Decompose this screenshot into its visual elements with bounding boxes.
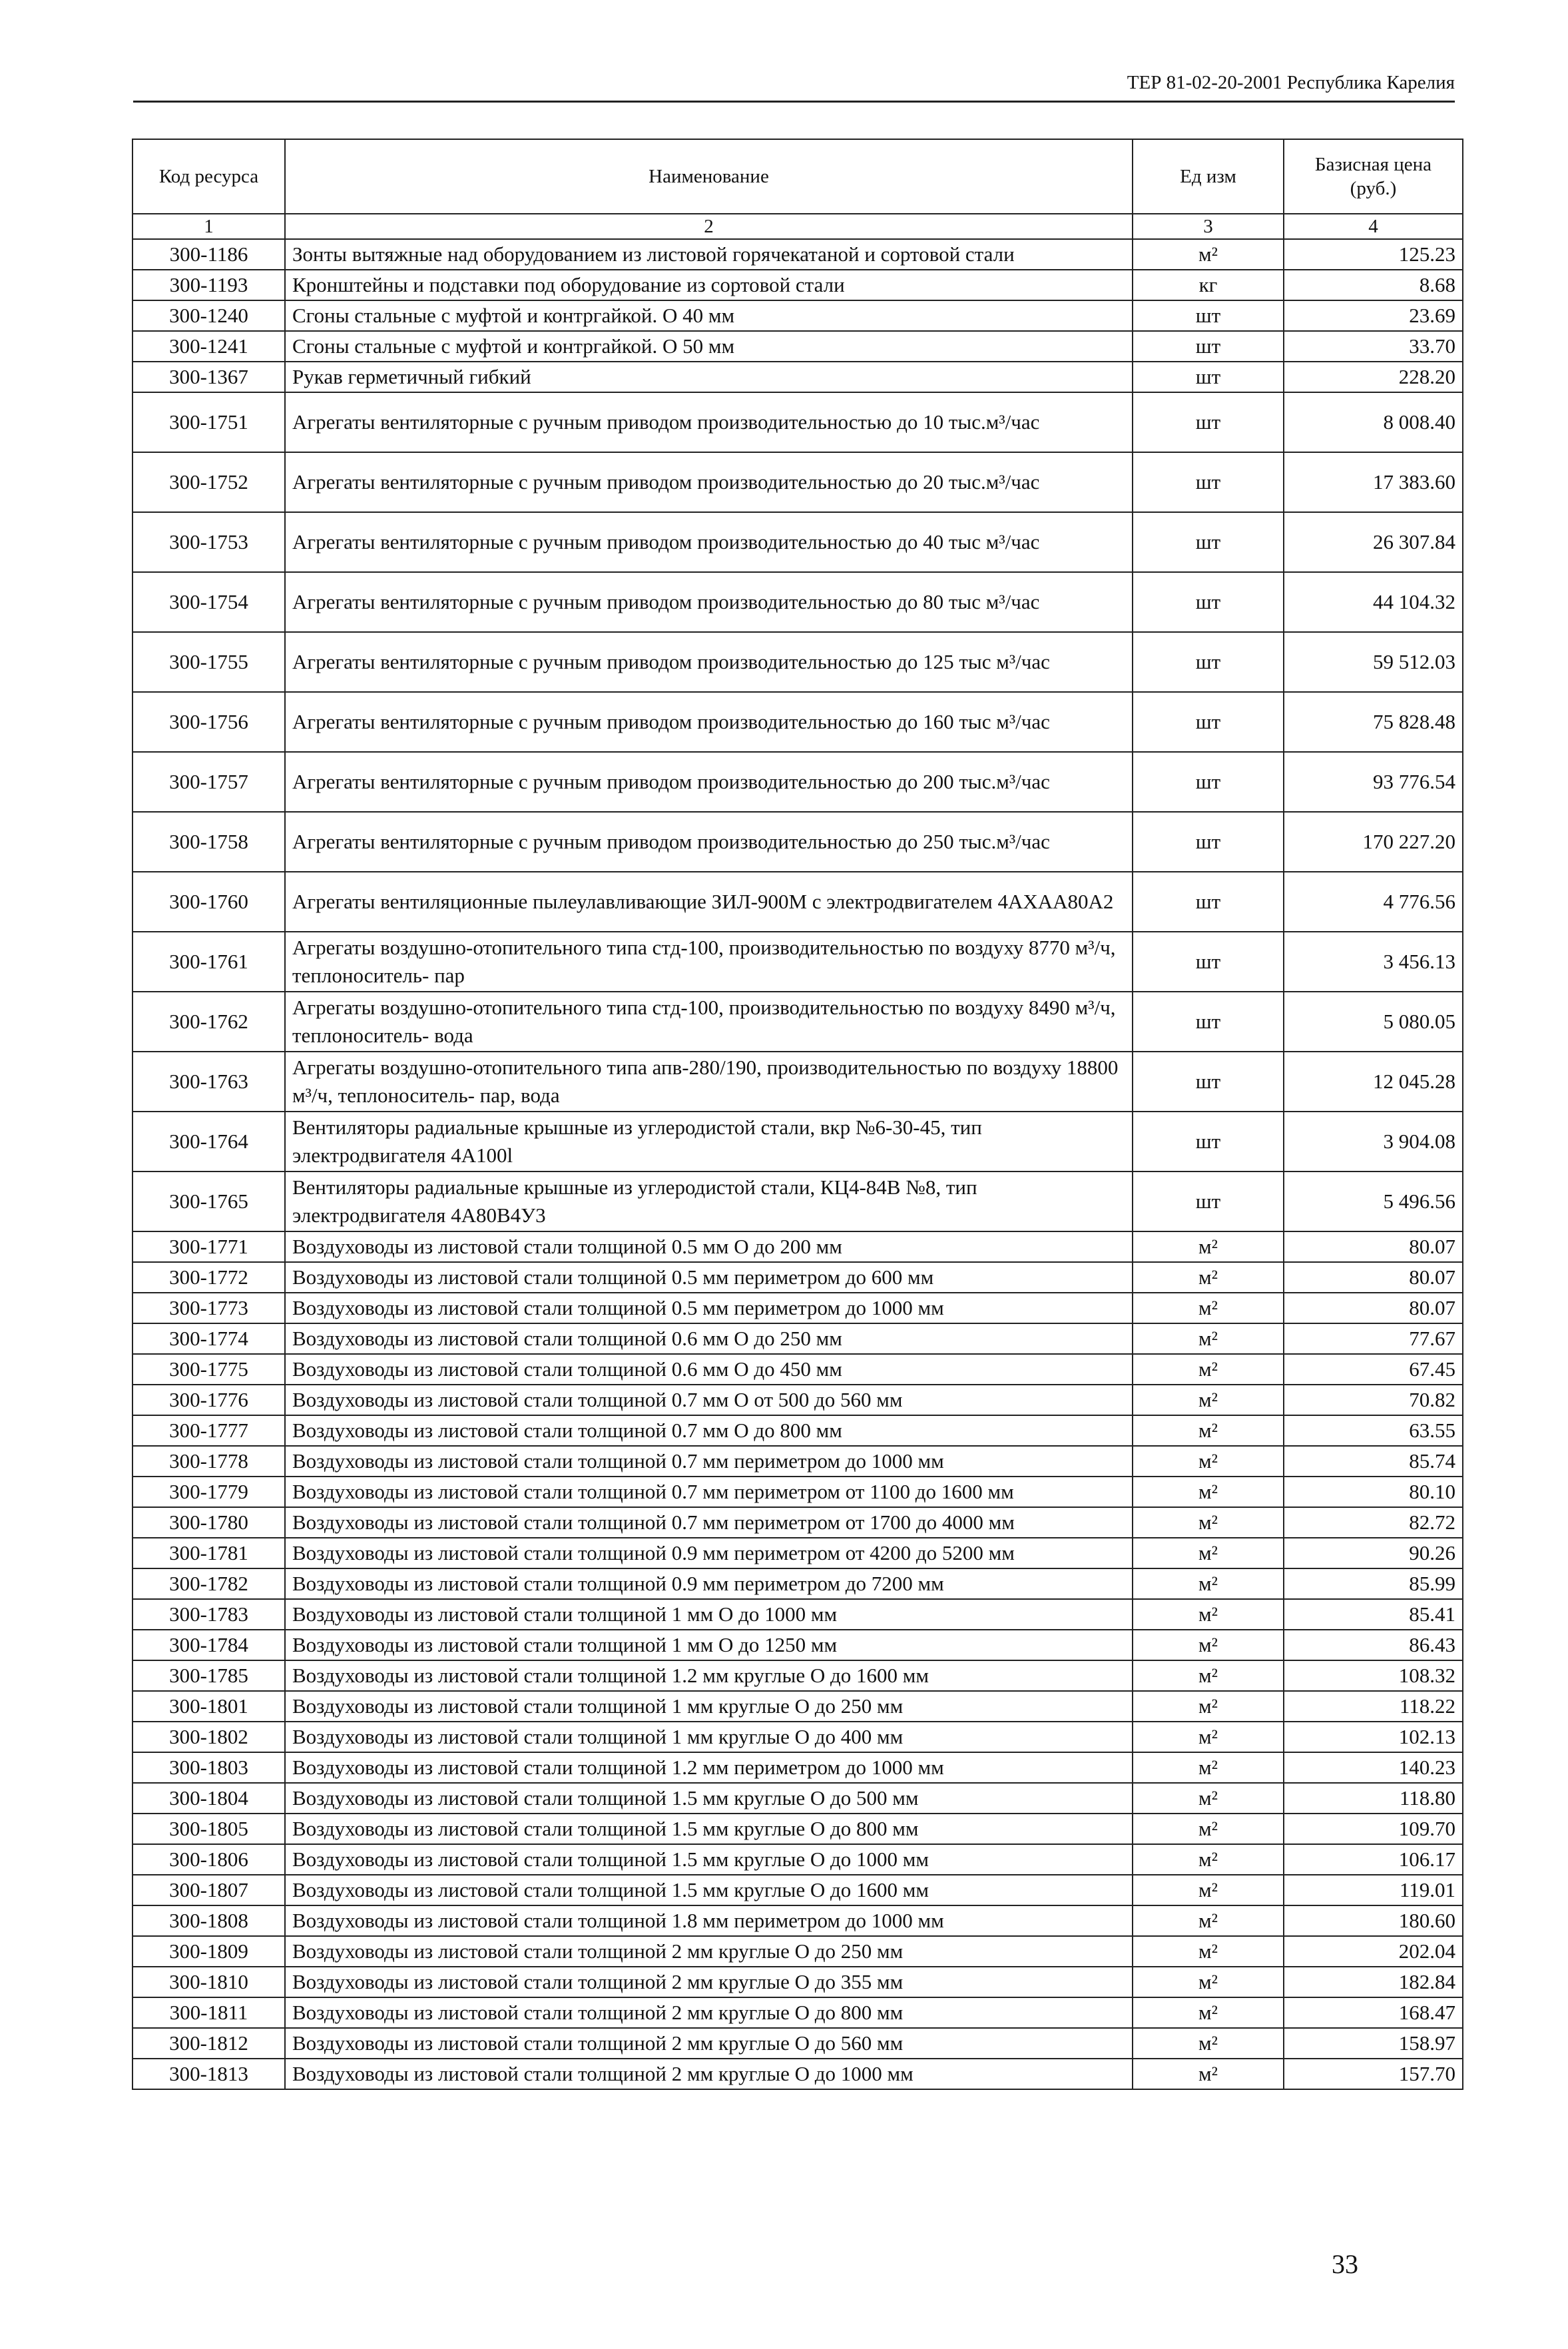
table-row — [132, 812, 1463, 872]
price-cell: 8.68 — [1284, 270, 1463, 300]
page-header — [133, 72, 1455, 103]
unit-cell: шт — [1133, 812, 1284, 872]
price-cell: 93 776.54 — [1284, 752, 1463, 812]
resource-name-cell: Воздуховоды из листовой стали толщиной 1 мм О до 1000 мм — [285, 1599, 1133, 1630]
resource-code-cell: 300-1757 — [132, 752, 285, 812]
resource-name-cell: Агрегаты воздушно-отопительного типа апв-280/190, производительностью по воздуху 18800 м³/ч, теплоноситель- пар, вода — [285, 1052, 1133, 1112]
unit-cell: м² — [1133, 239, 1284, 270]
price-cell: 102.13 — [1284, 1722, 1463, 1752]
unit-cell: м² — [1133, 1967, 1284, 1997]
resource-name-cell: Сгоны стальные с муфтой и контргайкой. О 50 мм — [285, 331, 1133, 362]
table-row — [132, 692, 1463, 752]
resource-code-cell: 300-1753 — [132, 512, 285, 572]
table-row — [132, 1568, 1463, 1599]
table-row — [132, 1262, 1463, 1293]
resource-name-cell: Воздуховоды из листовой стали толщиной 1.2 мм периметром до 1000 мм — [285, 1752, 1133, 1783]
table-row — [132, 632, 1463, 692]
resource-name-cell: Агрегаты вентиляторные с ручным приводом производительностью до 200 тыс.м³/час — [285, 752, 1133, 812]
unit-cell: м² — [1133, 1415, 1284, 1446]
resource-name-cell: Вентиляторы радиальные крышные из углеродистой стали, вкр №6-30-45, тип электродвигателя 4А100l — [285, 1112, 1133, 1172]
unit-cell: шт — [1133, 331, 1284, 362]
unit-cell: м² — [1133, 1477, 1284, 1507]
resource-code-cell: 300-1778 — [132, 1446, 285, 1477]
table-row — [132, 1599, 1463, 1630]
resource-code-cell: 300-1240 — [132, 300, 285, 331]
price-cell: 82.72 — [1284, 1507, 1463, 1538]
table-row — [132, 1997, 1463, 2028]
unit-cell: м² — [1133, 1446, 1284, 1477]
table-row — [132, 1875, 1463, 1905]
price-cell: 158.97 — [1284, 2028, 1463, 2059]
resource-code-cell: 300-1774 — [132, 1323, 285, 1354]
price-cell: 168.47 — [1284, 1997, 1463, 2028]
price-cell: 118.80 — [1284, 1783, 1463, 1814]
unit-cell: м² — [1133, 1354, 1284, 1385]
table-row — [132, 331, 1463, 362]
column-number: 1 — [132, 214, 285, 239]
resource-name-cell: Воздуховоды из листовой стали толщиной 1.8 мм периметром до 1000 мм — [285, 1905, 1133, 1936]
resource-name-cell: Вентиляторы радиальные крышные из углеродистой стали, КЦ4-84В №8, тип электродвигателя 4А80В4У3 — [285, 1172, 1133, 1231]
resource-name-cell: Воздуховоды из листовой стали толщиной 0.5 мм периметром до 1000 мм — [285, 1293, 1133, 1323]
resource-code-cell: 300-1802 — [132, 1722, 285, 1752]
table-row — [132, 932, 1463, 992]
resource-name-cell: Воздуховоды из листовой стали толщиной 1.5 мм круглые О до 500 мм — [285, 1783, 1133, 1814]
header-price: Базисная цена (руб.) — [1284, 139, 1463, 214]
resource-code-cell: 300-1808 — [132, 1905, 285, 1936]
unit-cell: шт — [1133, 452, 1284, 512]
price-cell: 70.82 — [1284, 1385, 1463, 1415]
unit-cell: м² — [1133, 1293, 1284, 1323]
resource-name-cell: Агрегаты вентиляторные с ручным приводом производительностью до 250 тыс.м³/час — [285, 812, 1133, 872]
price-cell: 3 904.08 — [1284, 1112, 1463, 1172]
resource-code-cell: 300-1812 — [132, 2028, 285, 2059]
table-row — [132, 2059, 1463, 2089]
resource-name-cell: Воздуховоды из листовой стали толщиной 1 мм круглые О до 250 мм — [285, 1691, 1133, 1722]
resource-code-cell: 300-1762 — [132, 992, 285, 1052]
unit-cell: шт — [1133, 632, 1284, 692]
price-cell: 77.67 — [1284, 1323, 1463, 1354]
unit-cell: м² — [1133, 1660, 1284, 1691]
resource-name-cell: Воздуховоды из листовой стали толщиной 0.9 мм периметром до 7200 мм — [285, 1568, 1133, 1599]
resource-code-cell: 300-1813 — [132, 2059, 285, 2089]
resource-name-cell: Агрегаты вентиляторные с ручным приводом производительностью до 160 тыс м³/час — [285, 692, 1133, 752]
table-row — [132, 1293, 1463, 1323]
resource-name-cell: Воздуховоды из листовой стали толщиной 0.7 мм периметром до 1000 мм — [285, 1446, 1133, 1477]
unit-cell: м² — [1133, 1997, 1284, 2028]
resource-name-cell: Воздуховоды из листовой стали толщиной 0.7 мм О до 800 мм — [285, 1415, 1133, 1446]
table-row — [132, 1446, 1463, 1477]
unit-cell: м² — [1133, 1538, 1284, 1568]
column-number: 3 — [1133, 214, 1284, 239]
unit-cell: м² — [1133, 1875, 1284, 1905]
resource-code-cell: 300-1751 — [132, 392, 285, 452]
table-row — [132, 1231, 1463, 1262]
resource-code-cell: 300-1784 — [132, 1630, 285, 1660]
table-row — [132, 1905, 1463, 1936]
unit-cell: шт — [1133, 362, 1284, 392]
resource-name-cell: Сгоны стальные с муфтой и контргайкой. О 40 мм — [285, 300, 1133, 331]
price-cell: 5 080.05 — [1284, 992, 1463, 1052]
unit-cell: м² — [1133, 1568, 1284, 1599]
resource-name-cell: Агрегаты вентиляционные пылеулавливающие ЗИЛ-900М с электродвигателем 4АХАА80А2 — [285, 872, 1133, 932]
table-row — [132, 872, 1463, 932]
price-cell: 106.17 — [1284, 1844, 1463, 1875]
table-row — [132, 1722, 1463, 1752]
resource-code-cell: 300-1783 — [132, 1599, 285, 1630]
table-row — [132, 1967, 1463, 1997]
table-row — [132, 1354, 1463, 1385]
price-cell: 80.07 — [1284, 1293, 1463, 1323]
resource-name-cell: Воздуховоды из листовой стали толщиной 1.5 мм круглые О до 1000 мм — [285, 1844, 1133, 1875]
price-cell: 5 496.56 — [1284, 1172, 1463, 1231]
price-cell: 108.32 — [1284, 1660, 1463, 1691]
resource-code-cell: 300-1758 — [132, 812, 285, 872]
price-cell: 33.70 — [1284, 331, 1463, 362]
unit-cell: м² — [1133, 2059, 1284, 2089]
price-cell: 75 828.48 — [1284, 692, 1463, 752]
resource-code-cell: 300-1755 — [132, 632, 285, 692]
resource-code-cell: 300-1763 — [132, 1052, 285, 1112]
resource-code-cell: 300-1775 — [132, 1354, 285, 1385]
unit-cell: шт — [1133, 872, 1284, 932]
price-cell: 157.70 — [1284, 2059, 1463, 2089]
resource-code-cell: 300-1804 — [132, 1783, 285, 1814]
price-cell: 80.07 — [1284, 1262, 1463, 1293]
price-cell: 182.84 — [1284, 1967, 1463, 1997]
unit-cell: м² — [1133, 1691, 1284, 1722]
table-row — [132, 1112, 1463, 1172]
resource-name-cell: Воздуховоды из листовой стали толщиной 0.7 мм периметром от 1100 до 1600 мм — [285, 1477, 1133, 1507]
unit-cell: м² — [1133, 1752, 1284, 1783]
price-cell: 80.07 — [1284, 1231, 1463, 1262]
table-row — [132, 1752, 1463, 1783]
table-row — [132, 752, 1463, 812]
price-cell: 90.26 — [1284, 1538, 1463, 1568]
table-row — [132, 362, 1463, 392]
resource-name-cell: Агрегаты вентиляторные с ручным приводом производительностью до 80 тыс м³/час — [285, 572, 1133, 632]
table-row — [132, 512, 1463, 572]
unit-cell: шт — [1133, 932, 1284, 992]
resource-code-cell: 300-1782 — [132, 1568, 285, 1599]
unit-cell: м² — [1133, 1844, 1284, 1875]
resource-code-cell: 300-1241 — [132, 331, 285, 362]
table-row — [132, 1936, 1463, 1967]
resource-price-table — [132, 139, 1463, 2090]
table-row — [132, 1660, 1463, 1691]
resource-code-cell: 300-1811 — [132, 1997, 285, 2028]
table-header-row — [132, 139, 1463, 214]
price-cell: 26 307.84 — [1284, 512, 1463, 572]
table-row — [132, 1783, 1463, 1814]
table-row — [132, 1691, 1463, 1722]
table-row — [132, 1477, 1463, 1507]
column-number: 4 — [1284, 214, 1463, 239]
column-number-row — [132, 214, 1463, 239]
price-cell: 59 512.03 — [1284, 632, 1463, 692]
table-row — [132, 1052, 1463, 1112]
resource-name-cell: Рукав герметичный гибкий — [285, 362, 1133, 392]
unit-cell: м² — [1133, 1936, 1284, 1967]
unit-cell: шт — [1133, 572, 1284, 632]
unit-cell: м² — [1133, 1262, 1284, 1293]
table-row — [132, 1172, 1463, 1231]
column-number: 2 — [285, 214, 1133, 239]
table-row — [132, 1415, 1463, 1446]
price-cell: 109.70 — [1284, 1814, 1463, 1844]
resource-code-cell: 300-1810 — [132, 1967, 285, 1997]
resource-code-cell: 300-1193 — [132, 270, 285, 300]
page-number: 33 — [1332, 2249, 1358, 2279]
resource-name-cell: Агрегаты воздушно-отопительного типа стд-100, производительностью по воздуху 8770 м³/ч, теплоноситель- пар — [285, 932, 1133, 992]
header-unit: Ед изм — [1133, 139, 1284, 214]
table-row — [132, 270, 1463, 300]
price-cell: 44 104.32 — [1284, 572, 1463, 632]
resource-code-cell: 300-1785 — [132, 1660, 285, 1691]
resource-code-cell: 300-1760 — [132, 872, 285, 932]
table-body — [132, 239, 1463, 2089]
resource-code-cell: 300-1752 — [132, 452, 285, 512]
resource-code-cell: 300-1771 — [132, 1231, 285, 1262]
unit-cell: м² — [1133, 1905, 1284, 1936]
header-name: Наименование — [285, 139, 1133, 214]
table-row — [132, 1814, 1463, 1844]
price-cell: 63.55 — [1284, 1415, 1463, 1446]
resource-name-cell: Воздуховоды из листовой стали толщиной 1 мм круглые О до 400 мм — [285, 1722, 1133, 1752]
resource-code-cell: 300-1803 — [132, 1752, 285, 1783]
resource-code-cell: 300-1764 — [132, 1112, 285, 1172]
header-code: Код ресурса — [132, 139, 285, 214]
resource-name-cell: Агрегаты вентиляторные с ручным приводом производительностью до 125 тыс м³/час — [285, 632, 1133, 692]
price-cell: 118.22 — [1284, 1691, 1463, 1722]
unit-cell: шт — [1133, 752, 1284, 812]
table-row — [132, 572, 1463, 632]
resource-code-cell: 300-1756 — [132, 692, 285, 752]
resource-name-cell: Воздуховоды из листовой стали толщиной 2 мм круглые О до 250 мм — [285, 1936, 1133, 1967]
price-cell: 170 227.20 — [1284, 812, 1463, 872]
table-row — [132, 392, 1463, 452]
price-cell: 85.74 — [1284, 1446, 1463, 1477]
resource-name-cell: Агрегаты вентиляторные с ручным приводом производительностью до 20 тыс.м³/час — [285, 452, 1133, 512]
resource-name-cell: Воздуховоды из листовой стали толщиной 0.6 мм О до 250 мм — [285, 1323, 1133, 1354]
table-row — [132, 300, 1463, 331]
price-cell: 180.60 — [1284, 1905, 1463, 1936]
unit-cell: м² — [1133, 1783, 1284, 1814]
table-row — [132, 2028, 1463, 2059]
price-cell: 67.45 — [1284, 1354, 1463, 1385]
resource-code-cell: 300-1777 — [132, 1415, 285, 1446]
table-row — [132, 1630, 1463, 1660]
unit-cell: м² — [1133, 1231, 1284, 1262]
resource-name-cell: Воздуховоды из листовой стали толщиной 2 мм круглые О до 1000 мм — [285, 2059, 1133, 2089]
table-row — [132, 1538, 1463, 1568]
resource-name-cell: Воздуховоды из листовой стали толщиной 0.5 мм О до 200 мм — [285, 1231, 1133, 1262]
table-row — [132, 1507, 1463, 1538]
resource-name-cell: Воздуховоды из листовой стали толщиной 2 мм круглые О до 355 мм — [285, 1967, 1133, 1997]
unit-cell: м² — [1133, 1599, 1284, 1630]
table-row — [132, 1323, 1463, 1354]
resource-code-cell: 300-1754 — [132, 572, 285, 632]
price-cell: 80.10 — [1284, 1477, 1463, 1507]
price-cell: 12 045.28 — [1284, 1052, 1463, 1112]
resource-name-cell: Воздуховоды из листовой стали толщиной 2 мм круглые О до 800 мм — [285, 1997, 1133, 2028]
price-cell: 8 008.40 — [1284, 392, 1463, 452]
price-cell: 85.99 — [1284, 1568, 1463, 1599]
resource-code-cell: 300-1781 — [132, 1538, 285, 1568]
unit-cell: шт — [1133, 692, 1284, 752]
unit-cell: м² — [1133, 2028, 1284, 2059]
resource-code-cell: 300-1779 — [132, 1477, 285, 1507]
resource-code-cell: 300-1773 — [132, 1293, 285, 1323]
unit-cell: шт — [1133, 1052, 1284, 1112]
document-title: ТЕР 81-02-20-2001 Республика Карелия — [1127, 72, 1455, 93]
price-cell: 202.04 — [1284, 1936, 1463, 1967]
resource-name-cell: Агрегаты воздушно-отопительного типа стд-100, производительностью по воздуху 8490 м³/ч, теплоноситель- вода — [285, 992, 1133, 1052]
price-cell: 3 456.13 — [1284, 932, 1463, 992]
resource-code-cell: 300-1367 — [132, 362, 285, 392]
resource-name-cell: Воздуховоды из листовой стали толщиной 0.6 мм О до 450 мм — [285, 1354, 1133, 1385]
resource-name-cell: Воздуховоды из листовой стали толщиной 0.9 мм периметром от 4200 до 5200 мм — [285, 1538, 1133, 1568]
resource-code-cell: 300-1776 — [132, 1385, 285, 1415]
resource-code-cell: 300-1807 — [132, 1875, 285, 1905]
resource-code-cell: 300-1806 — [132, 1844, 285, 1875]
price-cell: 140.23 — [1284, 1752, 1463, 1783]
table-row — [132, 992, 1463, 1052]
unit-cell: шт — [1133, 392, 1284, 452]
price-cell: 125.23 — [1284, 239, 1463, 270]
unit-cell: шт — [1133, 992, 1284, 1052]
resource-name-cell: Кронштейны и подставки под оборудование из сортовой стали — [285, 270, 1133, 300]
unit-cell: м² — [1133, 1385, 1284, 1415]
resource-name-cell: Воздуховоды из листовой стали толщиной 0.7 мм О от 500 до 560 мм — [285, 1385, 1133, 1415]
resource-name-cell: Агрегаты вентиляторные с ручным приводом производительностью до 10 тыс.м³/час — [285, 392, 1133, 452]
resource-name-cell: Воздуховоды из листовой стали толщиной 2 мм круглые О до 560 мм — [285, 2028, 1133, 2059]
resource-code-cell: 300-1780 — [132, 1507, 285, 1538]
unit-cell: м² — [1133, 1814, 1284, 1844]
resource-name-cell: Воздуховоды из листовой стали толщиной 0.5 мм периметром до 600 мм — [285, 1262, 1133, 1293]
price-cell: 17 383.60 — [1284, 452, 1463, 512]
resource-code-cell: 300-1809 — [132, 1936, 285, 1967]
unit-cell: м² — [1133, 1507, 1284, 1538]
resource-name-cell: Воздуховоды из листовой стали толщиной 1.5 мм круглые О до 1600 мм — [285, 1875, 1133, 1905]
resource-name-cell: Воздуховоды из листовой стали толщиной 1 мм О до 1250 мм — [285, 1630, 1133, 1660]
table-row — [132, 1844, 1463, 1875]
price-cell: 86.43 — [1284, 1630, 1463, 1660]
price-cell: 228.20 — [1284, 362, 1463, 392]
resource-name-cell: Агрегаты вентиляторные с ручным приводом производительностью до 40 тыс м³/час — [285, 512, 1133, 572]
resource-name-cell: Воздуховоды из листовой стали толщиной 1.5 мм круглые О до 800 мм — [285, 1814, 1133, 1844]
price-cell: 119.01 — [1284, 1875, 1463, 1905]
unit-cell: шт — [1133, 300, 1284, 331]
price-cell: 4 776.56 — [1284, 872, 1463, 932]
unit-cell: шт — [1133, 1112, 1284, 1172]
resource-code-cell: 300-1761 — [132, 932, 285, 992]
unit-cell: шт — [1133, 1172, 1284, 1231]
unit-cell: кг — [1133, 270, 1284, 300]
table-row — [132, 452, 1463, 512]
unit-cell: м² — [1133, 1630, 1284, 1660]
resource-code-cell: 300-1801 — [132, 1691, 285, 1722]
table-row — [132, 239, 1463, 270]
resource-code-cell: 300-1805 — [132, 1814, 285, 1844]
unit-cell: шт — [1133, 512, 1284, 572]
unit-cell: м² — [1133, 1323, 1284, 1354]
resource-code-cell: 300-1772 — [132, 1262, 285, 1293]
price-cell: 85.41 — [1284, 1599, 1463, 1630]
table-row — [132, 1385, 1463, 1415]
price-cell: 23.69 — [1284, 300, 1463, 331]
unit-cell: м² — [1133, 1722, 1284, 1752]
resource-name-cell: Зонты вытяжные над оборудованием из листовой горячекатаной и сортовой стали — [285, 239, 1133, 270]
resource-code-cell: 300-1765 — [132, 1172, 285, 1231]
resource-name-cell: Воздуховоды из листовой стали толщиной 0.7 мм периметром от 1700 до 4000 мм — [285, 1507, 1133, 1538]
resource-code-cell: 300-1186 — [132, 239, 285, 270]
resource-name-cell: Воздуховоды из листовой стали толщиной 1.2 мм круглые О до 1600 мм — [285, 1660, 1133, 1691]
